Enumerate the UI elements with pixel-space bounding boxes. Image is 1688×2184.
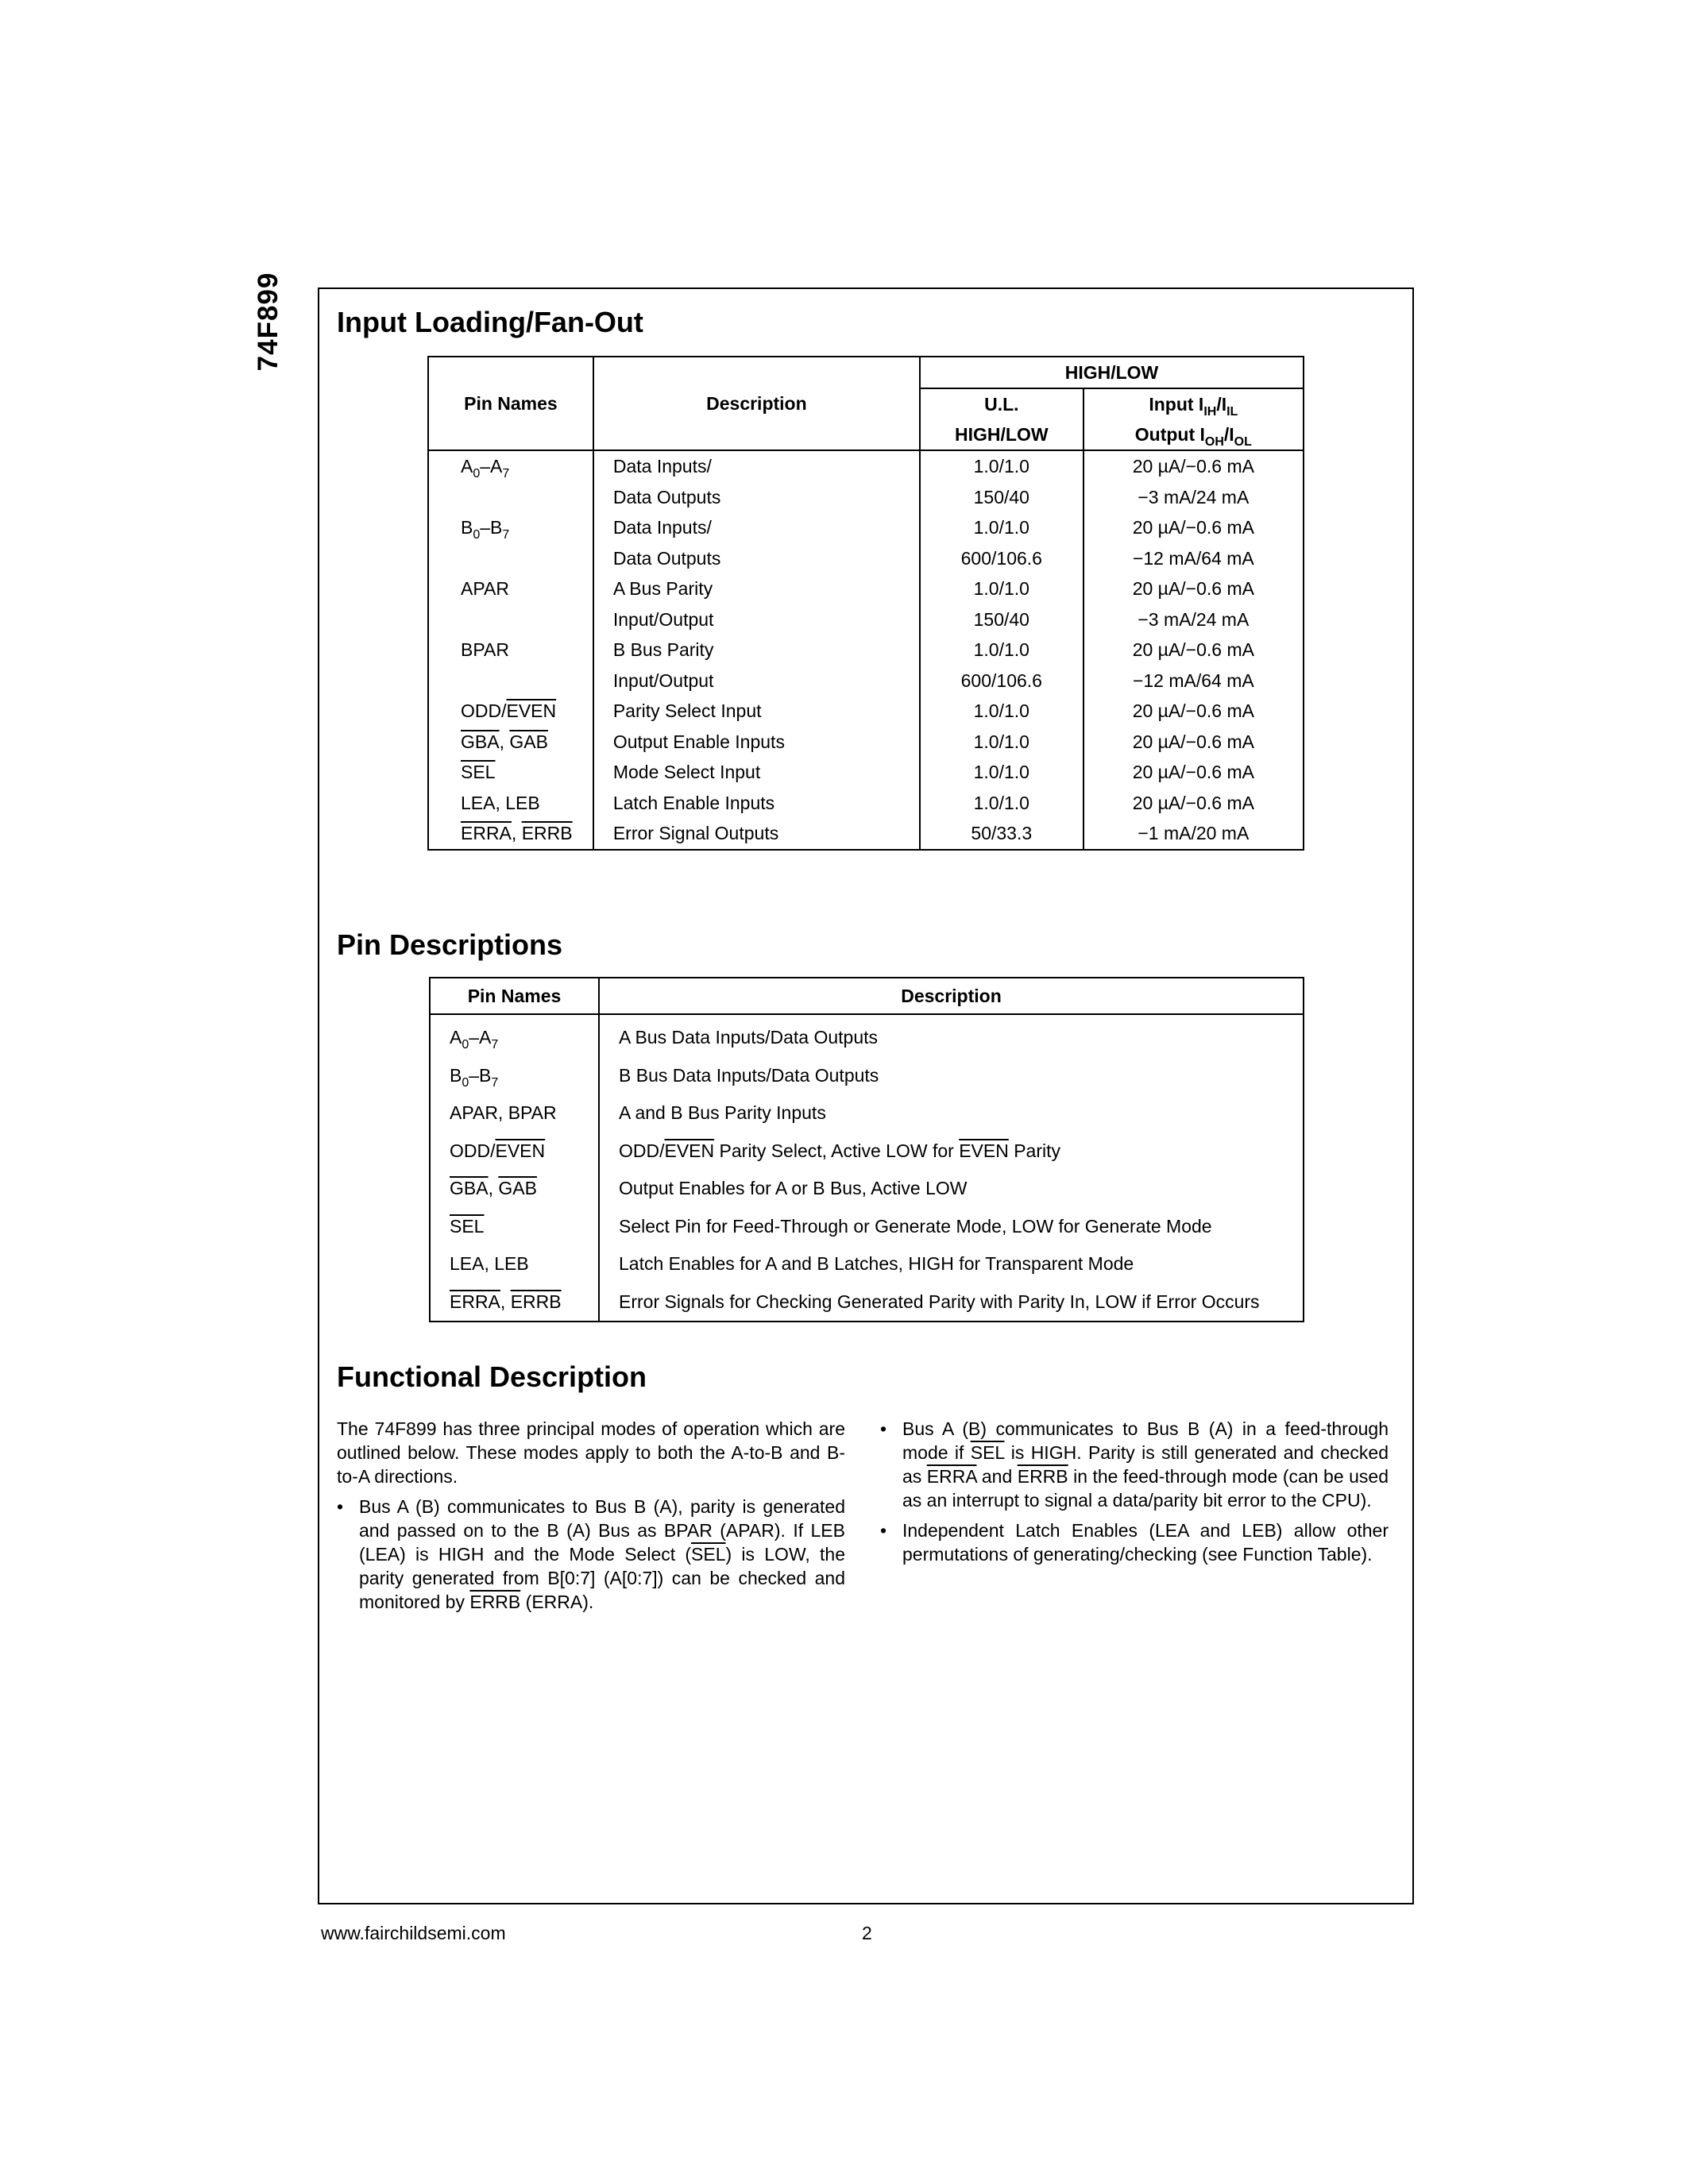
cell-ul: 1.0/1.0 bbox=[920, 788, 1083, 819]
cell-ul: 150/40 bbox=[920, 482, 1083, 513]
table-row bbox=[428, 727, 1304, 758]
cell-io: −3 mA/24 mA bbox=[1083, 482, 1304, 513]
table-row bbox=[428, 788, 1304, 819]
table-row bbox=[428, 450, 1304, 482]
cell-desc: ODD/EVEN Parity Select, Active LOW for EVEN Parity bbox=[599, 1133, 1304, 1171]
cell-ul: 1.0/1.0 bbox=[920, 450, 1083, 482]
cell-ul: 600/106.6 bbox=[920, 666, 1083, 696]
cell-pin: $\overline{SEL}$ bbox=[450, 1215, 485, 1237]
header-description: Description bbox=[593, 357, 920, 450]
cell-desc: B Bus Data Inputs/Data Outputs bbox=[599, 1057, 1304, 1095]
cell-io: 20 µA/−0.6 mA bbox=[1083, 450, 1304, 482]
cell-desc: Output Enable Inputs bbox=[593, 727, 920, 758]
cell-desc: Data Inputs/ bbox=[593, 512, 920, 543]
cell-pin: BPAR bbox=[461, 639, 509, 661]
cell-io: 20 µA/−0.6 mA bbox=[1083, 696, 1304, 727]
cell-desc: Data Outputs bbox=[593, 482, 920, 513]
table-row bbox=[430, 1014, 1304, 1057]
cell-ul: 1.0/1.0 bbox=[920, 512, 1083, 543]
section-title-input-loading: Input Loading/Fan-Out bbox=[337, 306, 643, 338]
footer-page-number: 2 bbox=[862, 1923, 872, 1943]
table-row bbox=[428, 604, 1304, 635]
header-description: Description bbox=[599, 978, 1304, 1014]
header-ul: U.L. bbox=[920, 388, 1083, 419]
cell-io: −3 mA/24 mA bbox=[1083, 604, 1304, 635]
cell-io: 20 µA/−0.6 mA bbox=[1083, 757, 1304, 788]
header-pin-names: Pin Names bbox=[428, 357, 593, 450]
cell-pin bbox=[428, 604, 593, 635]
cell-pin: ERRA, ERRB bbox=[461, 823, 573, 844]
cell-io: 20 µA/−0.6 mA bbox=[1083, 573, 1304, 604]
table-row bbox=[428, 543, 1304, 574]
cell-desc: Latch Enables for A and B Latches, HIGH for Transparent Mode bbox=[599, 1245, 1304, 1283]
cell-pin: LEA, LEB bbox=[461, 792, 540, 813]
cell-io: 20 µA/−0.6 mA bbox=[1083, 635, 1304, 666]
cell-pin: $\overline{SEL}$ bbox=[461, 762, 496, 783]
cell-pin: APAR bbox=[461, 578, 509, 600]
cell-desc: Output Enables for A or B Bus, Active LOW bbox=[599, 1170, 1304, 1208]
cell-pin: ODD/EVEN bbox=[450, 1140, 546, 1161]
bullet-icon: • bbox=[880, 1418, 887, 1439]
cell-pin: ODD/EVEN bbox=[461, 700, 557, 722]
cell-io: −12 mA/64 mA bbox=[1083, 543, 1304, 574]
section-title-functional-description: Functional Description bbox=[337, 1360, 647, 1393]
cell-ul: 50/33.3 bbox=[920, 818, 1083, 850]
functional-col-right bbox=[880, 1417, 1389, 1572]
cell-ul: 1.0/1.0 bbox=[920, 727, 1083, 758]
cell-ul: 600/106.6 bbox=[920, 543, 1083, 574]
table-row bbox=[430, 1057, 1304, 1095]
cell-pin bbox=[428, 543, 593, 574]
cell-pin: $B_0-B_7$ bbox=[450, 1064, 499, 1090]
cell-desc: Input/Output bbox=[593, 666, 920, 696]
cell-desc: Input/Output bbox=[593, 604, 920, 635]
cell-pin: ERRA, ERRB bbox=[450, 1291, 562, 1312]
cell-ul: 1.0/1.0 bbox=[920, 757, 1083, 788]
cell-ul: 1.0/1.0 bbox=[920, 696, 1083, 727]
page-frame bbox=[318, 287, 1414, 1904]
table-row bbox=[428, 818, 1304, 850]
cell-pin: $\overline{GBA}$, $\overline{GAB}$ bbox=[450, 1178, 537, 1199]
functional-bullet-text: Bus A (B) communicates to Bus B (A) in a feed-through mode if $\overline{SEL}$ is HIGH. Parity is still generated and checked as ERRA and ERRB in the feed-through mode (can be used as an interrupt to signal a data/parity bit error to the CPU). bbox=[902, 1418, 1389, 1511]
functional-bullet-text: Bus A (B) communicates to Bus B (A), parity is generated and passed on to the B (A) Bus as BPAR (APAR). If LEB (LEA) is HIGH and the Mode Select $(\overline{SEL})$ is LOW, the parity generated from B[0:7] (A[0:7]) can be checked and monitored by ERRB (ERRA). bbox=[359, 1496, 845, 1612]
cell-ul: 1.0/1.0 bbox=[920, 635, 1083, 666]
pin-descriptions-body bbox=[430, 1014, 1304, 1322]
cell-desc: Error Signals for Checking Generated Parity with Parity In, LOW if Error Occurs bbox=[599, 1283, 1304, 1322]
functional-bullet: • Independent Latch Enables (LEA and LEB) allow other permutations of generating/checking (see Function Table). bbox=[880, 1520, 1389, 1565]
cell-io: 20 µA/−0.6 mA bbox=[1083, 788, 1304, 819]
table-row bbox=[430, 1170, 1304, 1208]
cell-ul: 1.0/1.0 bbox=[920, 573, 1083, 604]
footer-url[interactable]: www.fairchildsemi.com bbox=[321, 1923, 506, 1943]
table-row bbox=[430, 1283, 1304, 1322]
cell-io: −12 mA/64 mA bbox=[1083, 666, 1304, 696]
cell-pin: $B_0-B_7$ bbox=[461, 517, 510, 542]
table-row bbox=[428, 635, 1304, 666]
cell-ul: 150/40 bbox=[920, 604, 1083, 635]
table-row bbox=[430, 1208, 1304, 1246]
table-row bbox=[428, 696, 1304, 727]
table-row bbox=[428, 757, 1304, 788]
cell-pin: $\overline{GBA}$, $\overline{GAB}$ bbox=[461, 731, 548, 752]
table-row bbox=[428, 512, 1304, 543]
cell-desc: Parity Select Input bbox=[593, 696, 920, 727]
functional-bullet bbox=[880, 1417, 1389, 1512]
cell-pin: LEA, LEB bbox=[450, 1253, 529, 1275]
cell-desc: B Bus Parity bbox=[593, 635, 920, 666]
header-input: Input $I_{IH}/I_{IL}$ bbox=[1083, 388, 1304, 419]
cell-pin: $A_0-A_7$ bbox=[450, 1027, 499, 1052]
input-loading-table bbox=[427, 356, 1304, 851]
table-row bbox=[428, 666, 1304, 696]
table-row bbox=[430, 1133, 1304, 1171]
side-title: 74F899 bbox=[253, 272, 284, 372]
header-output: Output $I_{OH}/I_{OL}$ bbox=[1083, 419, 1304, 450]
cell-io: 20 µA/−0.6 mA bbox=[1083, 512, 1304, 543]
cell-desc: Data Inputs/ bbox=[593, 450, 920, 482]
table-row bbox=[428, 573, 1304, 604]
header-pin-names: Pin Names bbox=[430, 978, 599, 1014]
cell-pin: APAR, BPAR bbox=[450, 1102, 557, 1124]
pin-descriptions-table bbox=[429, 977, 1304, 1322]
header-ul-sub: HIGH/LOW bbox=[920, 419, 1083, 450]
table-row bbox=[428, 482, 1304, 513]
input-loading-body bbox=[428, 450, 1304, 850]
cell-io: 20 µA/−0.6 mA bbox=[1083, 727, 1304, 758]
cell-desc: Latch Enable Inputs bbox=[593, 788, 920, 819]
bullet-icon: • bbox=[337, 1496, 344, 1517]
cell-pin bbox=[428, 666, 593, 696]
functional-intro: The 74F899 has three principal modes of operation which are outlined below. These modes apply to both the A-to-B and B-to-A directions. bbox=[337, 1418, 845, 1487]
cell-pin bbox=[428, 482, 593, 513]
functional-bullet bbox=[337, 1495, 845, 1614]
cell-desc: Error Signal Outputs bbox=[593, 818, 920, 850]
cell-desc: Mode Select Input bbox=[593, 757, 920, 788]
cell-io: −1 mA/20 mA bbox=[1083, 818, 1304, 850]
cell-desc: A Bus Data Inputs/Data Outputs bbox=[599, 1014, 1304, 1057]
table-row bbox=[430, 1094, 1304, 1133]
functional-col-left bbox=[337, 1417, 845, 1620]
cell-desc: A and B Bus Parity Inputs bbox=[599, 1094, 1304, 1133]
section-title-pin-descriptions: Pin Descriptions bbox=[337, 928, 563, 961]
bullet-icon: • bbox=[880, 1520, 887, 1541]
cell-pin: $A_0-A_7$ bbox=[461, 456, 510, 481]
cell-desc: Select Pin for Feed-Through or Generate Mode, LOW for Generate Mode bbox=[599, 1208, 1304, 1246]
table-row bbox=[430, 1245, 1304, 1283]
cell-desc: Data Outputs bbox=[593, 543, 920, 574]
cell-desc: A Bus Parity bbox=[593, 573, 920, 604]
header-high-low: HIGH/LOW bbox=[920, 357, 1304, 388]
